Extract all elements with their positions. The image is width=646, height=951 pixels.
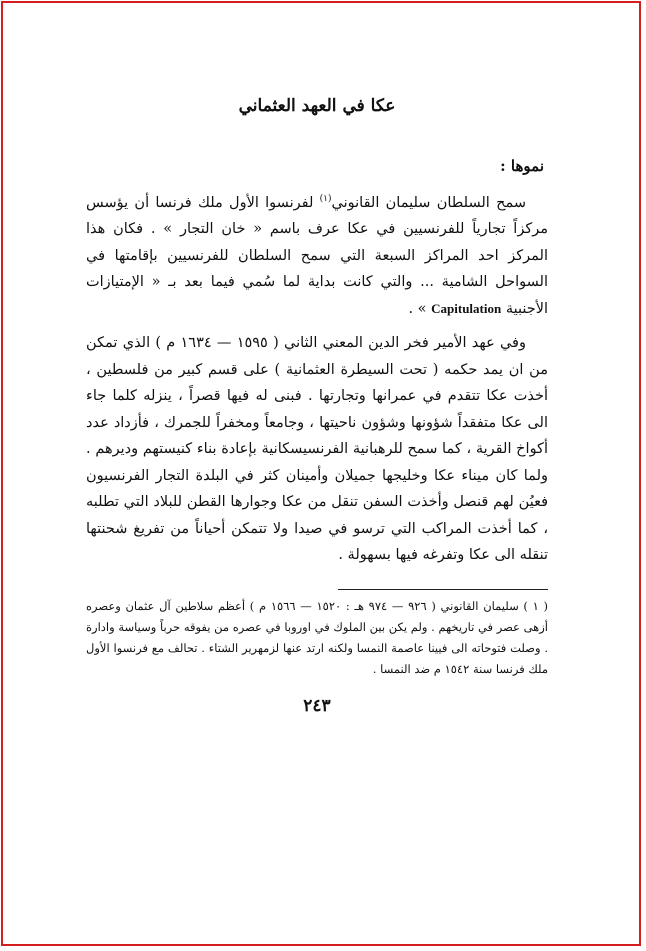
section-subheading: نموها :	[500, 157, 544, 175]
footnote-ref[interactable]: (١)	[319, 194, 332, 204]
paragraph-1-text-a: سمح السلطان سليمان القانوني	[331, 194, 526, 211]
paragraph-1	[86, 186, 548, 322]
page-number: ٢٤٣	[303, 695, 331, 716]
book-page	[86, 92, 548, 716]
footnote-divider	[338, 589, 548, 590]
chapter-title: عكا في العهد العثماني	[238, 96, 396, 116]
paragraph-1-tail: » .	[408, 300, 432, 317]
footnote: ( ١ ) سليمان القانوني ( ٩٢٦ — ٩٧٤ هـ : ١٥٢٠ — ١٥٦٦ م ) أعظم سلاطين آل عثمان وعصره أزهى عصر في تاريخهم . ولم يكن بين الملوك في اوروبا في عصره من يفوقه حرباً وسياسة وادارة . وصلت فتوحاته الى فيينا عاصمة النمسا ولكنه ارتد عنها لزمهرير الشتاء . تحالف مع فرنسوا الأول ملك فرنسا سنة ١٥٤٢ م ضد النمسا .	[86, 598, 548, 676]
latin-term: Capitulation	[431, 300, 502, 316]
paragraph-2: وفي عهد الأمير فخر الدين المعني الثاني ( ١٥٩٥ — ١٦٣٤ م ) الذي تمكن من ان يمد حكمه ( تحت السيطرة العثمانية ) على قسم كبير من فلسطين ، أخذت عكا تتقدم في عمرانها وتجارتها . فبنى له فيها قصراً ، ينزله كلما جاء الى عكا متفقداً شؤونها وشؤون ناحيتها ، وجامعاً ومخفراً للجمرك ، فأزداد عدد أكواخ القرية ، كما سمح للرهبانية الفرنسيسكانية بإعادة بناء كنيستهم وديرهم . ولما كان ميناء عكا وخليجها جميلان وأمينان كثر في البلدة التجار الفرنسيون فعيُن لهم قنصل وأخذت السفن تنقل من عكا وجوارها القطن للبلاد التي تطلبه ، كما أخذت المراكب التي ترسو في صيدا ولا تتمكن أحياناً من تفريغ شحنتها تنقله الى عكا وتفرغه فيها بسهولة .	[86, 335, 548, 564]
paragraph-1-text-b: لفرنسوا الأول ملك فرنسا أن يؤسس مركزاً تجارياً للفرنسيين في عكا عرف باسم « خان التجار » . فكان هذا المركز احد المراكز السبعة التي سمح السلطان للفرنسيين بإقامتها في السواحل الشامية ... والتي كانت بداية لما سُمي فيما بعد بـ « الإمتيازات الأجنبية	[86, 194, 548, 317]
